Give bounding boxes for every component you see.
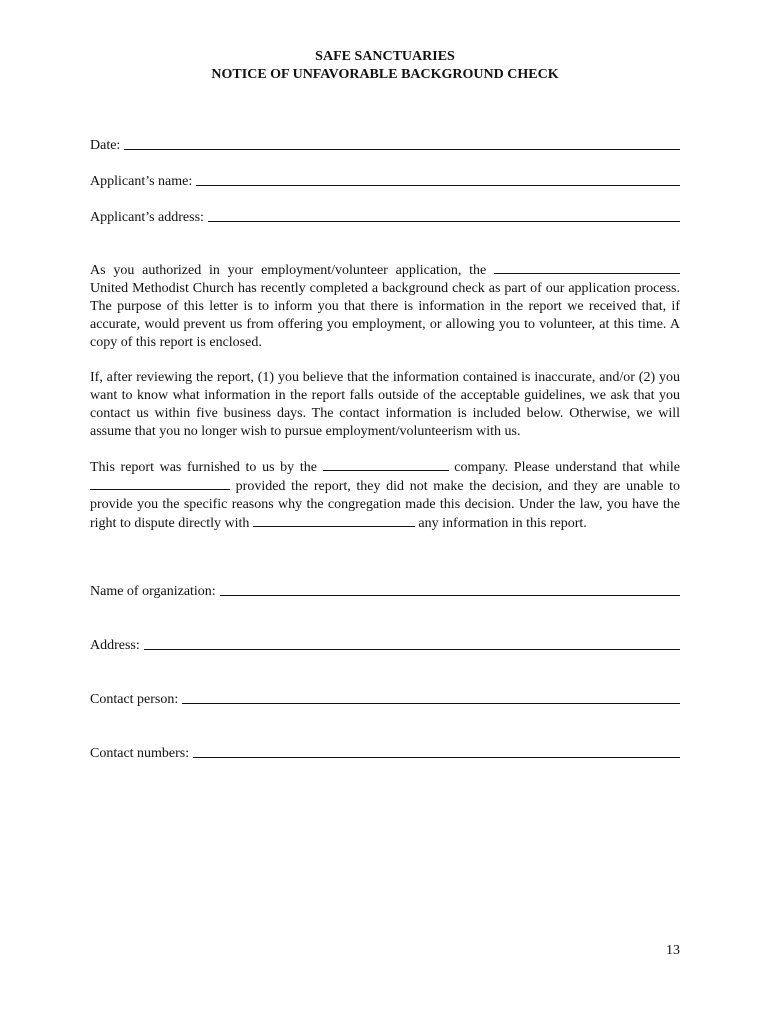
- document-title: SAFE SANCTUARIES: [315, 49, 455, 64]
- organization-name-label: Name of organization:: [90, 584, 216, 599]
- paragraph-report-source-part1: This report was furnished to us by the: [90, 460, 317, 475]
- company-blank[interactable]: [323, 458, 449, 471]
- applicant-address-label: Applicant’s address:: [90, 210, 204, 225]
- paragraph-authorization: [90, 261, 680, 352]
- contact-person-label: Contact person:: [90, 692, 179, 707]
- paragraph-dispute: If, after reviewing the report, (1) you believe that the information contained is inaccurate, and/or (2) you want to know what information in the report falls outside of the acceptable guidelines, we ask that you contact us within five business days. The contact information is included below. Otherwise, we will assume that you no longer wish to pursue employment/volunteerism with us.: [90, 370, 680, 439]
- paragraph-report-source-part4: any information in this report.: [418, 516, 587, 531]
- paragraph-report-source: [90, 458, 680, 533]
- page-number: 13: [666, 943, 680, 958]
- provider-blank[interactable]: [90, 477, 230, 490]
- document-subtitle: NOTICE OF UNFAVORABLE BACKGROUND CHECK: [211, 67, 559, 82]
- date-input-line[interactable]: [124, 135, 680, 150]
- paragraph-authorization-part1: As you authorized in your employment/volunteer application, the: [90, 263, 487, 278]
- date-field: [90, 134, 680, 154]
- church-name-blank[interactable]: [494, 261, 680, 274]
- applicant-address-field: [90, 206, 680, 226]
- organization-name-input-line[interactable]: [220, 581, 680, 596]
- contact-numbers-label: Contact numbers:: [90, 746, 190, 761]
- address-input-line[interactable]: [144, 635, 680, 650]
- contact-person-field: [90, 688, 680, 708]
- dispute-party-blank[interactable]: [253, 514, 415, 527]
- address-field: [90, 634, 680, 654]
- date-label: Date:: [90, 138, 121, 153]
- contact-numbers-input-line[interactable]: [193, 743, 680, 758]
- paragraph-report-source-part3: provided the report, they did not make the decision, and they are unable to provide you the specific reasons why the congregation made this decision. Under the law, you have the right to dispute directly with: [90, 479, 680, 531]
- organization-name-field: [90, 580, 680, 600]
- paragraph-authorization-part2: United Methodist Church has recently completed a background check as part of our application process. The purpose of this letter is to inform you that there is information in the report we received that, if accurate, would prevent us from offering you employment, or allowing you to volunteer, at this time. A copy of this report is enclosed.: [90, 281, 680, 350]
- applicant-address-input-line[interactable]: [208, 207, 680, 222]
- contact-numbers-field: [90, 742, 680, 762]
- applicant-name-label: Applicant’s name:: [90, 174, 193, 189]
- applicant-name-field: [90, 170, 680, 190]
- address-label: Address:: [90, 638, 140, 653]
- contact-person-input-line[interactable]: [182, 689, 680, 704]
- paragraph-report-source-part2: company. Please understand that while: [454, 460, 681, 475]
- applicant-name-input-line[interactable]: [196, 171, 680, 186]
